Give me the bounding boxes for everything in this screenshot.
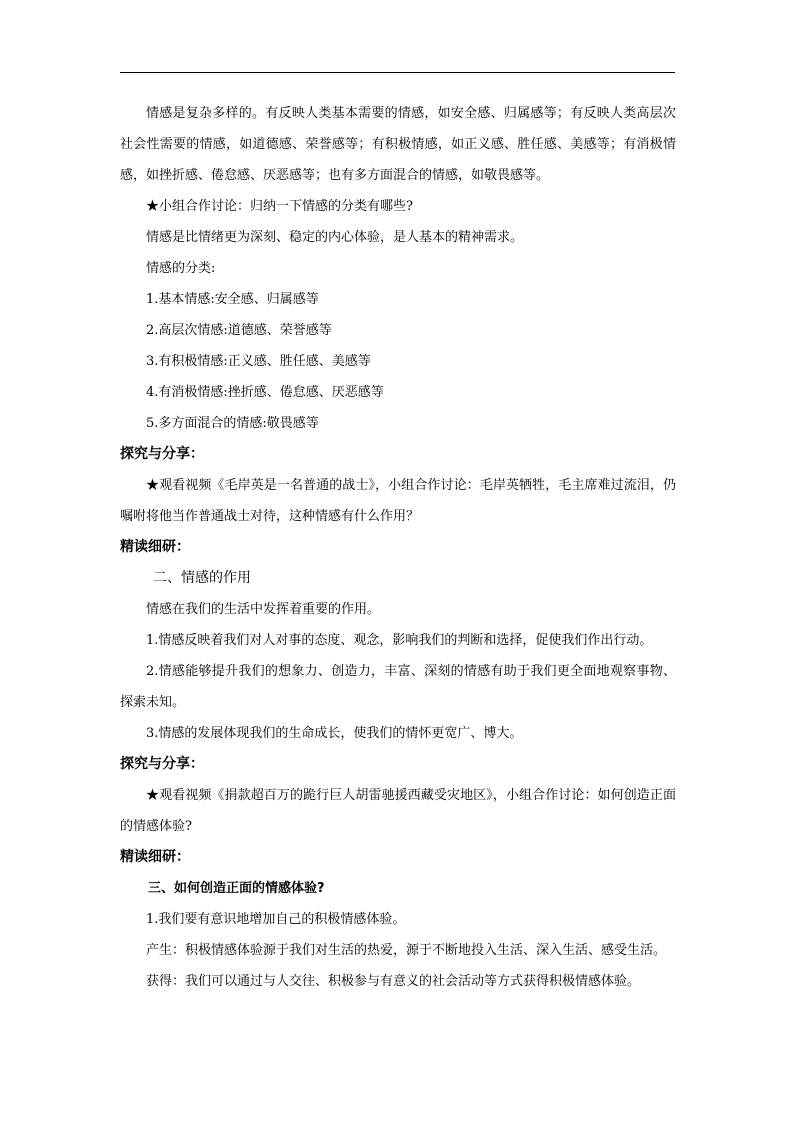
paragraph-emotion-variety: 情感是复杂多样的。有反映人类基本需要的情感，如安全感、归属感等；有反映人类高层次社会性需要的情感，如道德感、荣誉感等；有积极情感，如正义感、胜任感、美感等；有消极情感，如挫折感、倦怠感、厌恶感等；也有多方面混合的情感，如敬畏感等。: [120, 106, 676, 183]
list-item-negative-emotion: 4.有消极情感:挫折感、倦怠感、厌恶感等: [146, 385, 384, 400]
paragraph-classification-title: 情感的分类:: [146, 261, 216, 276]
list-item-function-3: 3.情感的发展体现我们的生命成长，使我们的情怀更宽广、博大。: [146, 726, 523, 741]
section-heading-close-reading-2: 精读细研：: [120, 849, 190, 865]
paragraph-video-discussion-2: ★观看视频《捐款超百万的跪行巨人胡雷驰援西藏受灾地区》，小组合作讨论：如何创造正面的情感体验?: [120, 788, 676, 834]
section-heading-explore-2: 探究与分享：: [120, 756, 204, 772]
list-item-mixed-emotion: 5.多方面混合的情感:敬畏感等: [146, 416, 319, 431]
header-rule: [120, 72, 675, 73]
paragraph-obtain: 获得：我们可以通过与人交往、积极参与有意义的社会活动等方式获得积极情感体验。: [146, 974, 641, 989]
list-item-basic-emotion: 1.基本情感:安全感、归属感等: [146, 292, 319, 307]
list-item-higher-emotion: 2.高层次情感:道德感、荣誉感等: [146, 323, 332, 338]
subheading-emotion-function: 二、情感的作用: [153, 570, 251, 586]
paragraph-video-discussion-1: ★观看视频《毛岸英是一名普通的战士》，小组合作讨论：毛岸英牺牲，毛主席难过流泪，仍嘱咐将他当作普通战士对待，这种情感有什么作用？: [120, 478, 676, 524]
list-item-increase-positive: 1.我们要有意识地增加自己的积极情感体验。: [146, 912, 406, 927]
paragraph-origin: 产生：积极情感体验源于我们对生活的热爱，源于不断地投入生活、深入生活、感受生活。: [146, 943, 667, 958]
paragraph-emotion-definition: 情感是比情绪更为深刻、稳定的内心体验，是人基本的精神需求。: [146, 230, 524, 245]
document-body: [120, 98, 676, 997]
paragraph-function-intro: 情感在我们的生活中发挥着重要的作用。: [146, 602, 381, 617]
list-item-function-2: 2.情感能够提升我们的想象力、创造力，丰富、深刻的情感有助于我们更全面地观察事物、探索未知。: [120, 664, 676, 710]
subheading-positive-experience: 三、如何创造正面的情感体验?: [148, 881, 325, 896]
section-heading-close-reading-1: 精读细研：: [120, 539, 190, 555]
list-item-positive-emotion: 3.有积极情感:正义感、胜任感、美感等: [146, 354, 371, 369]
section-heading-explore-1: 探究与分享：: [120, 446, 204, 462]
list-item-function-1: 1.情感反映着我们对人对事的态度、观念，影响我们的判断和选择，促使我们作出行动。: [146, 633, 653, 648]
paragraph-group-discussion-1: ★小组合作讨论：归纳一下情感的分类有哪些?: [146, 199, 413, 214]
